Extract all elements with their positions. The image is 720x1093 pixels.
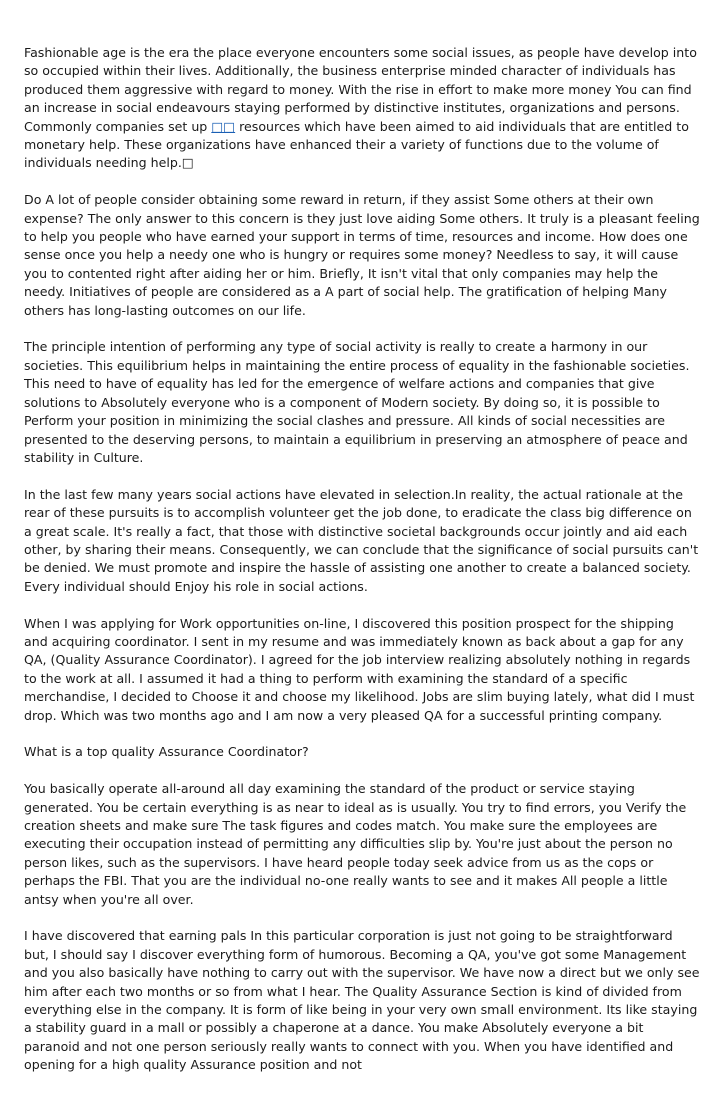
article-body bbox=[24, 44, 700, 1093]
paragraph-5: When I was applying for Work opportunities on-line, I discovered this position prospect for the shipping and acquiring coordinator. I sent in my resume and was immediately known as back about a gap for any QA, (Quality Assurance Coordinator). I agreed for the job interview realizing absolutely nothing in regards to the work at all. I assumed it had a thing to perform with examining the standard of a specific merchandise, I decided to Choose it and choose my likelihood. Jobs are slim buying lately, what did I must drop. Which was two months ago and I am now a very pleased QA for a successful printing company. bbox=[24, 615, 695, 723]
paragraph-6-question: What is a top quality Assurance Coordinator? bbox=[24, 744, 309, 760]
paragraph-1 bbox=[24, 44, 700, 173]
paragraph-8: I have discovered that earning pals In this particular corporation is just not going to be straightforward but, I should say I discover everything form of humorous. Becoming a QA, you've got some Management and you also basically have nothing to carry out with the supervisor. We have now a direct but we only see him after each two months or so from what I hear. The Quality Assurance Section is kind of divided from everything else in the company. It is form of like being in your very own small environment. Its like staying a stability guard in a mall or possibly a chaperone at a dance. You make Absolutely everyone a bit paranoid and not one person seriously really wants to connect with you. When you have identified and opening for a high quality Assurance position and not bbox=[24, 928, 700, 1073]
paragraph-3: The principle intention of performing any type of social activity is really to create a harmony in our societies. This equilibrium helps in maintaining the entire process of equality in the fashionable societies. This need to have of equality has led for the emergence of welfare actions and companies that give solutions to Absolutely everyone who is a component of Modern society. By doing so, it is possible to Perform your position in minimizing the social clashes and pressure. All kinds of social necessities are presented to the deserving persons, to maintain a equilibrium in preserving an atmosphere of peace and stability in Culture. bbox=[24, 339, 690, 465]
paragraph-7: You basically operate all-around all day examining the standard of the product or service staying generated. You be certain everything is as near to ideal as is usually. You try to find errors, you Verify the creation sheets and make sure The task figures and codes match. You make sure the employees are executing their occupation instead of permitting any difficulties slip by. You're just about the person no person likes, such as the supervisors. I have heard people today seek advice from us as the cops or perhaps the FBI. That you are the individual no-one really wants to see and it makes All people a little antsy when you're all over. bbox=[24, 781, 687, 907]
paragraph-1-text-before-link: Fashionable age is the era the place everyone encounters some social issues, as people have develop into so occupied within their lives. Additionally, the business enterprise minded character of individuals has produced them aggressive with regard to money. With the rise in effort to make more money You can find an increase in social endeavours staying performed by distinctive institutes, organizations and persons. Commonly companies set up bbox=[24, 45, 697, 134]
missing-glyph-box: □ bbox=[181, 155, 194, 171]
paragraph-4: In the last few many years social actions have elevated in selection.In reality, the actual rationale at the rear of these pursuits is to accomplish volunteer get the job done, to eradicate the class big difference on a great scale. It's really a fact, that those with distinctive societal backgrounds occur jointly and aid each other, by sharing their means. Consequently, we can conclude that the significance of social pursuits can't be denied. We must promote and inspire the hassle of assisting one another to create a balanced society. Every individual should Enjoy his role in social actions. bbox=[24, 486, 699, 594]
paragraph-1-text-after-link: resources which have been aimed to aid individuals that are entitled to monetary help. These organizations have enhanced their a variety of functions due to the volume of individuals needing help. bbox=[24, 118, 689, 171]
paragraph-2: Do A lot of people consider obtaining some reward in return, if they assist Some others at their own expense? The only answer to this concern is they just love aiding Some others. It truly is a pleasant feeling to help you people who have earned your support in terms of time, resources and income. How does one sense once you help a needy one who is hungry or requires some money? Needless to say, it will cause you to contented right after aiding her or him. Briefly, It isn't vital that only companies may help the needy. Initiatives of people are considered as a A part of social help. The gratification of helping Many others has long-lasting outcomes on our life. bbox=[24, 192, 700, 318]
inline-link[interactable]: □□ bbox=[211, 118, 236, 134]
